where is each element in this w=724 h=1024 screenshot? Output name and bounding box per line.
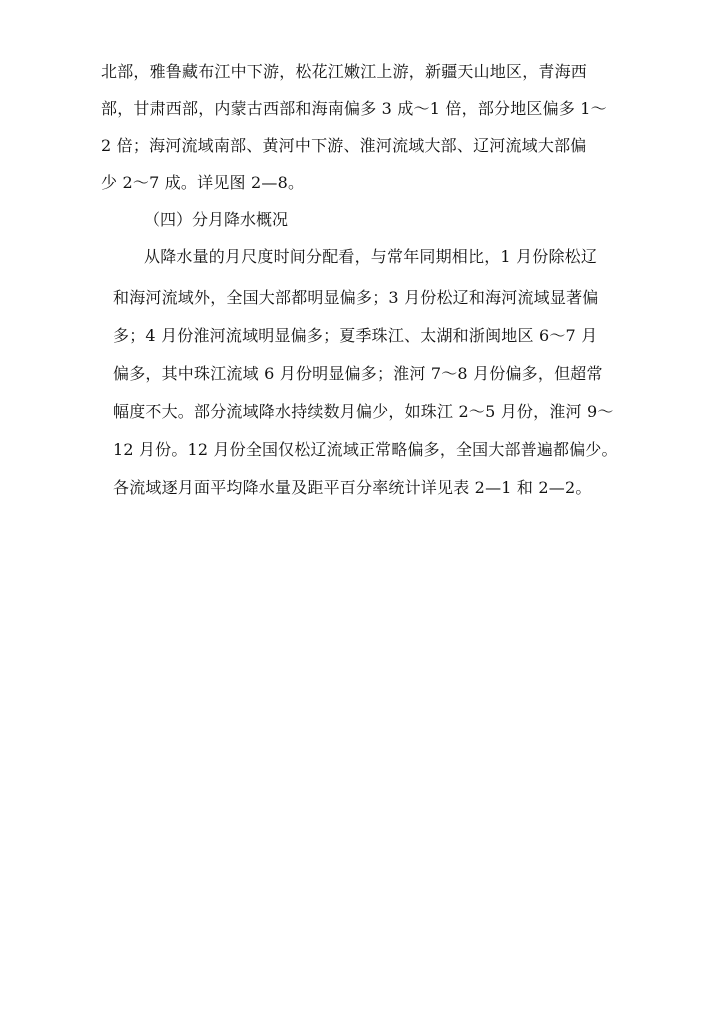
section-heading: （四）分月降水概况 — [144, 210, 289, 229]
paragraph-1-line-1: 北部，雅鲁藏布江中下游，松花江嫩江上游，新疆天山地区，青海西 — [101, 62, 588, 81]
paragraph-2-line-7: 各流域逐月面平均降水量及距平百分率统计详见表 2—1 和 2—2。 — [113, 478, 592, 497]
paragraph-1-line-3: 2 倍；海河流域南部、黄河中下游、淮河流域大部、辽河流域大部偏 — [101, 136, 587, 155]
paragraph-2-line-3: 多；4 月份淮河流域明显偏多；夏季珠江、太湖和浙闽地区 6～7 月 — [113, 326, 598, 345]
paragraph-1-line-2: 部，甘肃西部，内蒙古西部和海南偏多 3 成～1 倍，部分地区偏多 1～ — [101, 99, 607, 118]
paragraph-2-line-1: 从降水量的月尺度时间分配看，与常年同期相比，1 月份除松辽 — [144, 247, 598, 266]
paragraph-2-line-5: 幅度不大。部分流域降水持续数月偏少，如珠江 2～5 月份，淮河 9～ — [113, 402, 614, 421]
paragraph-1-line-4: 少 2～7 成。详见图 2—8。 — [101, 173, 305, 192]
paragraph-2-line-4: 偏多，其中珠江流域 6 月份明显偏多；淮河 7～8 月份偏多，但超常 — [113, 364, 603, 383]
paragraph-2-line-2: 和海河流域外，全国大部都明显偏多；3 月份松辽和海河流域显著偏 — [113, 288, 599, 307]
paragraph-2-line-6: 12 月份。12 月份全国仅松辽流域正常略偏多，全国大部普遍都偏少。 — [113, 440, 618, 459]
